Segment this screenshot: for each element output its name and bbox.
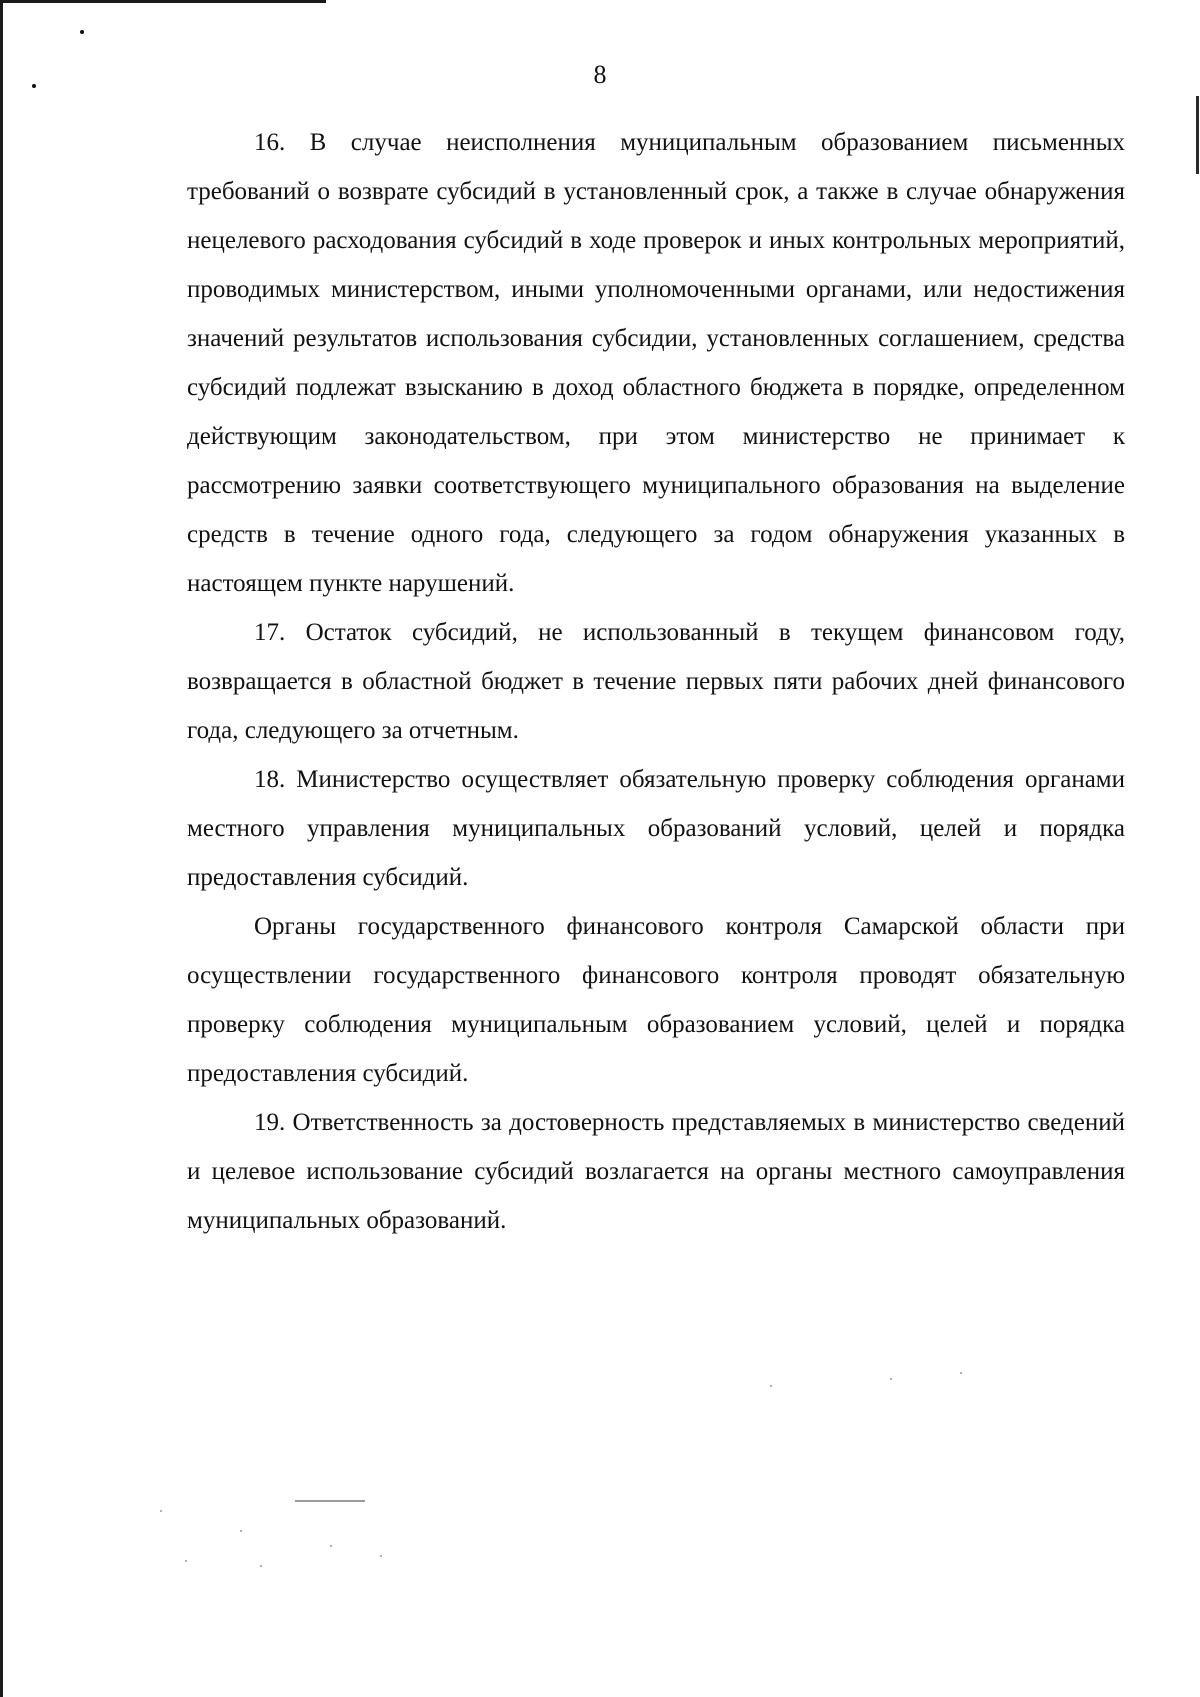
scan-speck <box>330 1545 332 1547</box>
scan-speck <box>960 1372 962 1374</box>
scan-speck <box>770 1385 772 1387</box>
page-number: 8 <box>593 60 607 89</box>
scan-speck <box>260 1565 262 1567</box>
paragraph-19: 19. Ответственность за достоверность представляемых в министерство сведений и целевое использование субсидий возлагается на органы местного самоуправления муниципальных образований. <box>187 1109 1125 1234</box>
paragraph-16: 16. В случае неисполнения муниципальным образованием письменных требований о возврате субсидий в установленный срок, а также в случае обнаружения нецелевого расходования субсидий в ходе проверок и иных контрольных мероприятий, проводимых министерством, иными уполномоченными органами, или недостижения значений результатов использования субсидии, установленных соглашением, средства субсидий подлежат взысканию в доход областного бюджета в порядке, определенном действующим законодательством, при этом министерство не принимает к рассмотрению заявки соответствующего муниципального образования на выделение средств в течение одного года, следующего за годом обнаружения указанных в настоящем пункте нарушений. <box>187 129 1125 597</box>
scan-speck <box>295 1500 365 1502</box>
scan-speck <box>380 1555 382 1557</box>
scan-speck <box>185 1560 187 1562</box>
scan-speck <box>240 1530 242 1532</box>
paragraph-18: 18. Министерство осуществляет обязательную проверку соблюдения органами местного управления муниципальных образований условий, целей и порядка предоставления субсидий. <box>187 766 1125 891</box>
scan-speck <box>80 30 84 34</box>
paragraph-financial-control: Органы государственного финансового контроля Самарской области при осуществлении государственного финансового контроля проводят обязательную проверку соблюдения муниципальным образованием условий, целей и порядка предоставления субсидий. <box>187 913 1125 1087</box>
scan-speck <box>160 1510 162 1512</box>
paragraph-17: 17. Остаток субсидий, не использованный в текущем финансовом году, возвращается в областной бюджет в течение первых пяти рабочих дней финансового года, следующего за отчетным. <box>187 619 1125 744</box>
document-body <box>187 118 1125 1245</box>
scan-edge-right <box>1196 96 1199 174</box>
scan-edge-left <box>0 0 3 1697</box>
scan-speck <box>890 1378 892 1380</box>
scan-edge-top <box>0 0 326 3</box>
